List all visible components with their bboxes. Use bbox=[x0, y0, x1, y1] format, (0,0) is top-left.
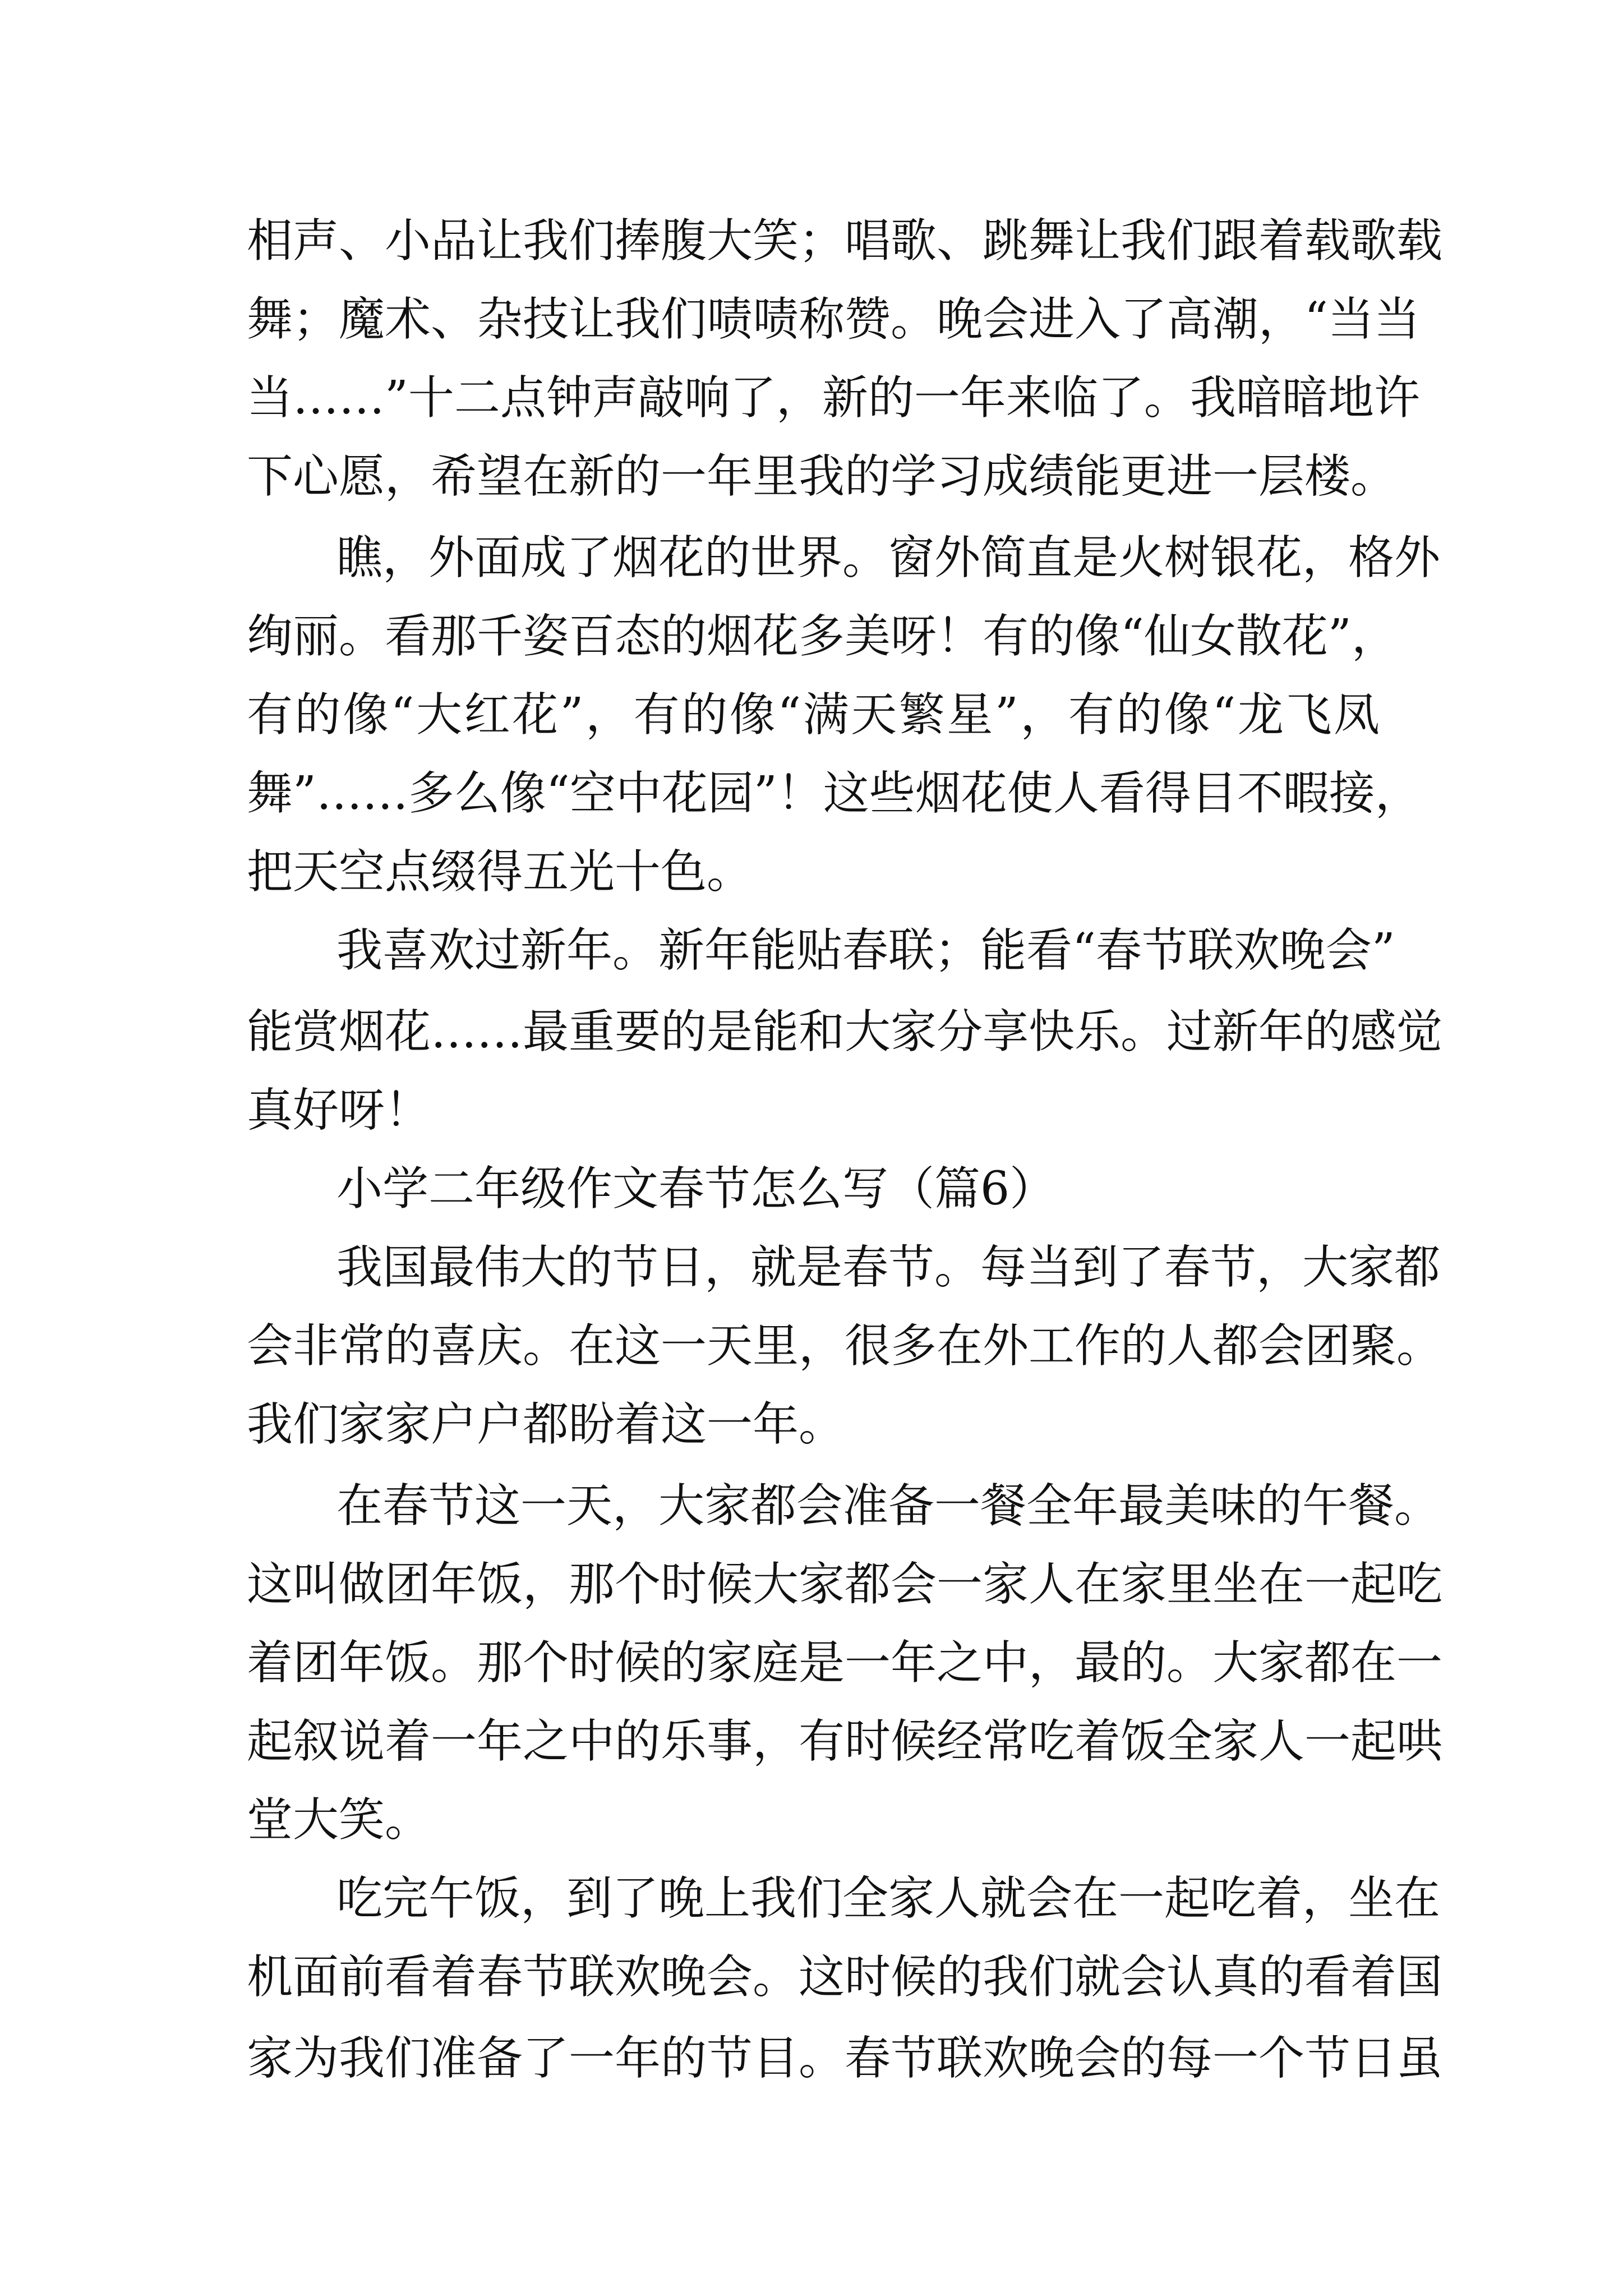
text-line: 我们家家户户都盼着这一年。 bbox=[247, 1398, 845, 1451]
text-line: 有的像“大红花”，有的像“满天繁星”，有的像“龙飞凤 bbox=[247, 688, 1380, 742]
paragraph-start-line: 在春节这一天，大家都会准备一餐全年最美味的午餐。 bbox=[336, 1479, 1441, 1533]
text-line: 着团年饭。那个时候的家庭是一年之中，最的。大家都在一 bbox=[247, 1636, 1443, 1690]
text-line: 相声、小品让我们捧腹大笑；唱歌、跳舞让我们跟着载歌载 bbox=[247, 214, 1443, 268]
text-line: 家为我们准备了一年的节目。春节联欢晚会的每一个节日虽 bbox=[247, 2032, 1443, 2085]
text-line: 真好呀！ bbox=[247, 1084, 431, 1137]
text-line: 舞；魔术、杂技让我们啧啧称赞。晚会进入了高潮，“当当 bbox=[247, 293, 1420, 346]
text-line: 舞”……多么像“空中花园”！这些烟花使人看得目不暇接， bbox=[247, 767, 1421, 820]
paragraph-start-line: 我国最伟大的节日，就是春节。每当到了春节，大家都 bbox=[336, 1241, 1441, 1294]
text-line: 会非常的喜庆。在这一天里，很多在外工作的人都会团聚。 bbox=[247, 1319, 1443, 1373]
text-line: 起叙说着一年之中的乐事，有时候经常吃着饭全家人一起哄 bbox=[247, 1715, 1443, 1768]
text-line: 能赏烟花……最重要的是能和大家分享快乐。过新年的感觉 bbox=[247, 1005, 1443, 1059]
text-line: 堂大笑。 bbox=[247, 1793, 431, 1847]
text-line: 下心愿，希望在新的一年里我的学习成绩能更进一层楼。 bbox=[247, 450, 1397, 503]
text-line: 把天空点缀得五光十色。 bbox=[247, 845, 753, 899]
text-line: 当……”十二点钟声敲响了，新的一年来临了。我暗暗地许 bbox=[247, 371, 1420, 425]
text-line: 绚丽。看那千姿百态的烟花多美呀！有的像“仙女散花”， bbox=[247, 610, 1398, 663]
paragraph-start-line: 瞧，外面成了烟花的世界。窗外简直是火树银花，格外 bbox=[336, 531, 1441, 585]
paragraph-start-line: 吃完午饭，到了晚上我们全家人就会在一起吃着，坐在 bbox=[336, 1872, 1441, 1925]
text-line: 机面前看着春节联欢晚会。这时候的我们就会认真的看着国 bbox=[247, 1950, 1443, 2004]
section-heading: 小学二年级作文春节怎么写（篇6） bbox=[336, 1162, 1056, 1216]
text-line: 这叫做团年饭，那个时候大家都会一家人在家里坐在一起吃 bbox=[247, 1558, 1443, 1611]
paragraph-start-line: 我喜欢过新年。新年能贴春联；能看“春节联欢晚会” bbox=[336, 924, 1395, 977]
